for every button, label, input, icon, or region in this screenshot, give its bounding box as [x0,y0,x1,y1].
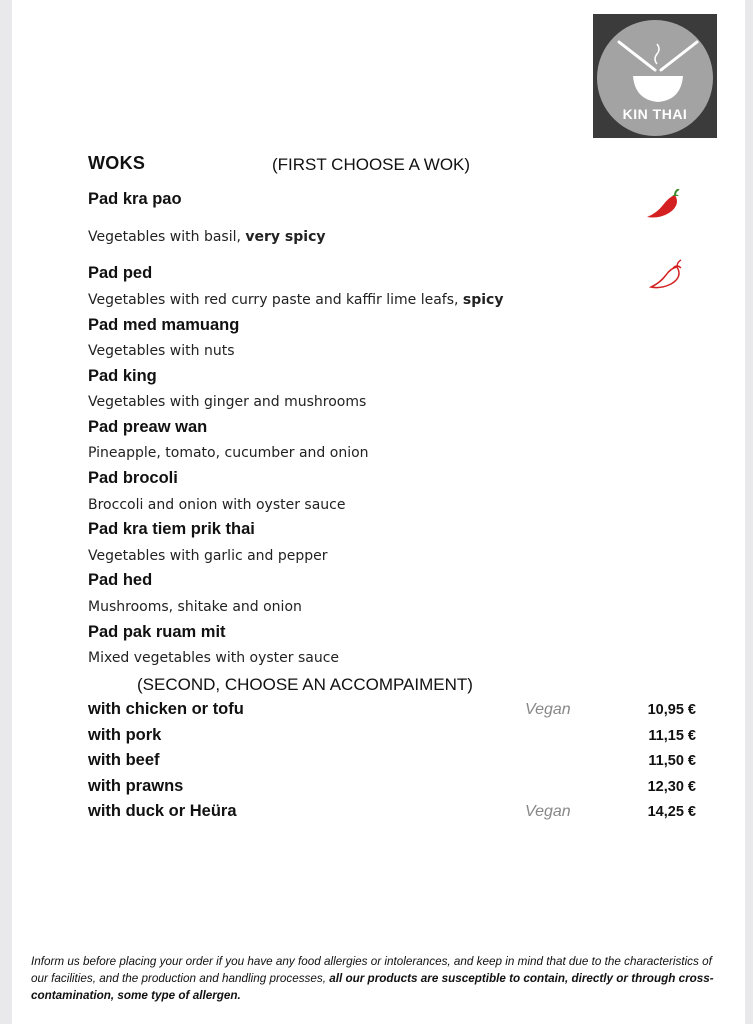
kin-thai-logo [593,14,717,138]
logo-text: KIN THAI [622,106,688,122]
dish-name: Pad hed [88,571,153,589]
dish-description: Broccoli and onion with oyster sauce [88,497,346,513]
section-note: (FIRST CHOOSE A WOK) [272,155,471,174]
dish-description: Mixed vegetables with oyster sauce [88,650,340,666]
price: 10,95 € [647,702,696,718]
dish-name: Pad brocoli [88,469,178,487]
dish-name: Pad kra tiem prik thai [88,520,255,538]
spice-level: very spicy [245,229,326,245]
section-title: WOKS [88,153,146,173]
dish-description: Mushrooms, shitake and onion [88,599,302,615]
chili-pepper-outline-icon [649,259,685,291]
vegan-label: Vegan [525,701,571,718]
accompaniment-name: with duck or Heüra [88,802,237,820]
dish-description: Pineapple, tomato, cucumber and onion [88,445,369,461]
accompaniment-note: (SECOND, CHOOSE AN ACCOMPAIMENT) [137,675,473,694]
price: 14,25 € [647,804,696,820]
allergen-disclaimer: Inform us before placing your order if you have any food allergies or intolerances, and keep in mind that due to the characteristics of our facilities, and the production and handling processes, all our products are susceptible to contain, directly or through cross-contamination, some type of allergen. [31,955,714,1002]
dish-name: Pad preaw wan [88,418,208,436]
accompaniment-name: with beef [88,751,160,769]
dish-name: Pad kra pao [88,190,182,208]
dish-description: Vegetables with garlic and pepper [88,548,328,564]
price: 11,50 € [648,753,696,769]
dish-name: Pad pak ruam mit [88,623,226,641]
dish-description: Vegetables with ginger and mushrooms [88,394,367,410]
dish-name: Pad med mamuang [88,316,240,334]
allergen-warning: all our products are susceptible to contain, directly or through cross-contamination, some type of allergen. [31,972,714,1002]
price: 12,30 € [647,779,696,795]
accompaniment-name: with prawns [88,777,184,795]
accompaniment-name: with pork [88,726,162,744]
dish-description: Vegetables with nuts [88,343,235,359]
accompaniment-name: with chicken or tofu [88,700,244,718]
vegan-label: Vegan [525,803,571,820]
spice-level: spicy [462,292,504,308]
dish-description: Vegetables with red curry paste and kaffir lime leafs, spicy [88,292,504,308]
chili-pepper-icon [645,189,683,221]
dish-name: Pad ped [88,264,153,282]
dish-description: Vegetables with basil, very spicy [88,229,326,245]
dish-name: Pad king [88,367,157,385]
price: 11,15 € [648,728,696,744]
menu-page [12,0,745,1024]
